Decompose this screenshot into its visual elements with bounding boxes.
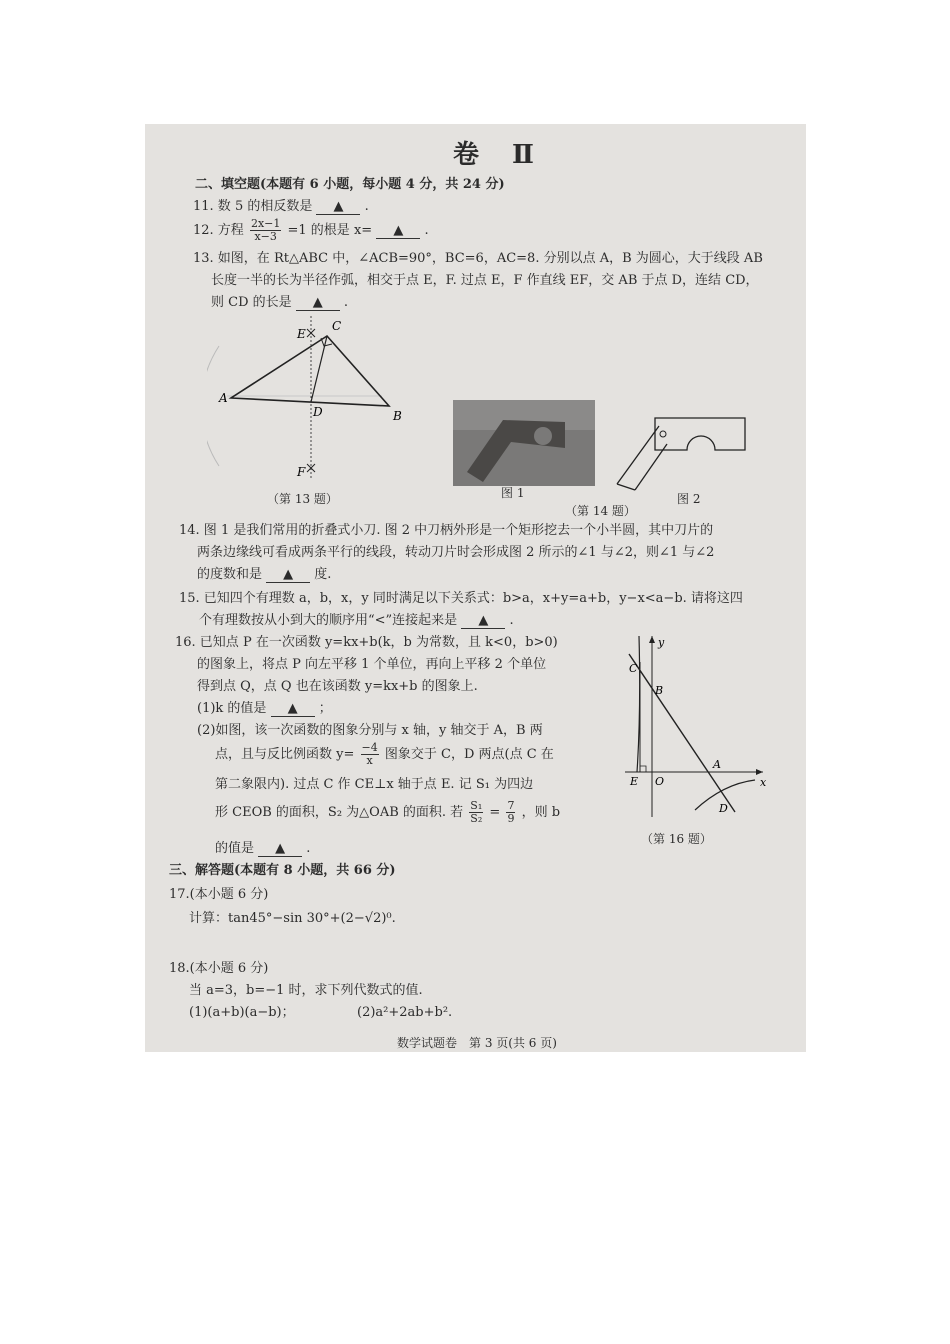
question-12-prefix: 12. 方程 — [193, 223, 244, 238]
question-16-part-2-text-cont: ，则 b — [521, 805, 561, 820]
figure-13-triangle — [207, 316, 407, 490]
question-16-part-2-line-4 — [215, 800, 560, 825]
question-18-body: 当 a=3，b=−1 时，求下列代数式的值. — [189, 983, 423, 998]
question-16-part-1-end: ； — [318, 701, 332, 716]
exam-page — [145, 124, 806, 1052]
label-b: B — [655, 684, 664, 697]
figure-16-graph — [615, 632, 770, 822]
answer-blank: ▲ — [461, 614, 505, 629]
question-14-line-3 — [197, 566, 331, 584]
label-c: C — [629, 662, 638, 675]
section-3-heading: 三、解答题(本题有 8 小题，共 66 分) — [169, 863, 396, 878]
fraction-numerator: −4 — [361, 741, 378, 754]
question-16-part-2-end: . — [306, 841, 311, 856]
fraction-denominator: S₂ — [470, 812, 483, 825]
question-16-part-2-text: 形 CEOB 的面积，S₂ 为△OAB 的面积. 若 — [215, 805, 464, 820]
label-d: D — [719, 802, 728, 815]
y-axis-arrow — [649, 636, 655, 643]
ratio-value-fraction — [506, 800, 515, 825]
section-2-heading: 二、填空题(本题有 6 小题，每小题 4 分，共 24 分) — [195, 177, 505, 192]
fraction-denominator: 9 — [507, 812, 515, 825]
blade-edge-2 — [635, 444, 667, 490]
question-14-end: 度. — [314, 567, 332, 582]
question-16-part-2-line-5 — [215, 840, 310, 858]
question-17-body: 计算：tan45°−sin 30°+(2−√2)⁰. — [189, 911, 396, 926]
label-a: A — [219, 391, 228, 405]
inverse-function-fraction — [361, 742, 379, 767]
answer-blank: ▲ — [376, 224, 420, 239]
fraction-numerator: 2x−1 — [250, 217, 281, 230]
question-16-line-2: 的图象上，将点 P 向左平移 1 个单位，再向上平移 2 个单位 — [197, 657, 547, 672]
question-14-line-2: 两条边缘线可看成两条平行的线段，转动刀片时会形成图 2 所示的∠1 与∠2，则∠1 与∠2 — [197, 545, 715, 560]
question-13-end: . — [343, 295, 349, 310]
hyperbola-branch-2 — [637, 636, 640, 772]
answer-blank: ▲ — [258, 842, 302, 857]
x-axis-arrow — [756, 769, 763, 775]
label-e: E — [630, 775, 639, 788]
question-11-end: . — [364, 199, 369, 214]
label-a: A — [713, 758, 721, 771]
question-16-part-2-text: 点，且与反比例函数 y= — [215, 747, 355, 762]
figure-14-photo — [453, 400, 595, 486]
blade-tip — [617, 484, 635, 490]
fraction-denominator: x — [366, 754, 373, 767]
question-14-line-1: 14. 图 1 是我们常用的折叠式小刀. 图 2 中刀柄外形是一个矩形挖去一个小半圆，其中刀片的 — [179, 523, 714, 538]
area-ratio-fraction — [469, 800, 483, 825]
linear-function-line — [629, 654, 735, 812]
question-13-line-3 — [211, 294, 348, 312]
question-14-text: 的度数和是 — [197, 567, 263, 582]
question-16-part-2-text-cont: 图象交于 C，D 两点(点 C 在 — [384, 747, 554, 762]
figure-14-diagram — [611, 412, 753, 498]
question-15-text: 个有理数按从小到大的顺序用“<”连接起来是 — [199, 613, 458, 628]
question-13-text: 则 CD 的长是 — [211, 295, 292, 310]
question-15-line-1: 15. 已知四个有理数 a，b，x，y 同时满足以下关系式：b>a，x+y=a+b，y−x<a−b. 请将这四 — [179, 591, 743, 606]
question-16-part-2-text: 的值是 — [215, 841, 255, 856]
page-footer: 数学试题卷 第 3 页(共 6 页) — [397, 1036, 557, 1050]
blade-edge-1 — [617, 426, 659, 484]
fraction-numerator: 7 — [507, 799, 515, 812]
question-16-part-2-line-2 — [215, 742, 554, 767]
label-d: D — [313, 405, 323, 419]
figure-14-caption: （第 14 题） — [565, 504, 636, 518]
question-16-line-1: 16. 已知点 P 在一次函数 y=kx+b(k，b 为常数，且 k<0，b>0) — [175, 635, 558, 650]
question-12 — [193, 218, 429, 243]
question-15-line-2 — [199, 612, 514, 630]
figure-16-caption: （第 16 题） — [641, 832, 712, 846]
fraction-numerator: S₁ — [470, 799, 483, 812]
question-18-part-1: (1)(a+b)(a−b)； — [189, 1005, 295, 1020]
question-16-line-3: 得到点 Q，点 Q 也在该函数 y=kx+b 的图象上. — [197, 679, 478, 694]
answer-blank: ▲ — [316, 200, 360, 215]
construction-arc — [207, 346, 219, 466]
equation-fraction — [250, 218, 281, 243]
knife-notch — [534, 427, 552, 445]
answer-blank: ▲ — [296, 296, 340, 311]
label-b: B — [393, 409, 402, 423]
question-13-line-1: 13. 如图，在 Rt△ABC 中，∠ACB=90°，BC=6，AC=8. 分别以点 A，B 为圆心，大于线段 AB — [193, 251, 763, 266]
answer-blank: ▲ — [271, 702, 315, 717]
question-16-part-2-line-3: 第二象限内). 过点 C 作 CE⊥x 轴于点 E. 记 S₁ 为四边 — [215, 777, 534, 792]
label-x: x — [760, 776, 767, 789]
question-18-title: 18.(本小题 6 分) — [169, 961, 269, 976]
question-16-part-2-line-1: (2)如图，该一次函数的图象分别与 x 轴，y 轴交于 A，B 两 — [197, 723, 543, 738]
question-15-end: . — [509, 613, 514, 628]
question-13-line-2: 长度一半的长为半径作弧，相交于点 E，F. 过点 E，F 作直线 EF，交 AB 于点 D，连结 CD， — [211, 273, 759, 288]
answer-blank: ▲ — [266, 568, 310, 583]
question-11 — [193, 198, 369, 216]
point-e-cross — [307, 329, 315, 337]
question-12-end: . — [424, 223, 429, 238]
pivot-circle — [660, 431, 666, 437]
label-f: F — [297, 465, 306, 479]
figure-13-caption: （第 13 题） — [267, 492, 338, 506]
question-11-text: 11. 数 5 的相反数是 — [193, 199, 313, 214]
label-c: C — [332, 319, 342, 333]
fraction-denominator: x−3 — [254, 230, 277, 243]
label-o: O — [655, 775, 665, 788]
question-17-title: 17.(本小题 6 分) — [169, 887, 269, 902]
question-16-part-1-text: (1)k 的值是 — [197, 701, 267, 716]
label-y: y — [658, 636, 665, 649]
figure-14-1-label: 图 1 — [501, 486, 525, 500]
right-angle-mark — [640, 766, 646, 772]
question-12-mid: =1 的根是 x= — [287, 223, 373, 238]
handle-outline — [655, 418, 745, 450]
equals-sign: = — [489, 805, 501, 820]
question-18-part-2: (2)a²+2ab+b². — [357, 1005, 453, 1020]
question-16-part-1 — [197, 700, 332, 718]
page-title: 卷 Ⅱ — [453, 140, 546, 170]
label-e: E — [297, 327, 306, 341]
figure-14-2-label: 图 2 — [677, 492, 701, 506]
